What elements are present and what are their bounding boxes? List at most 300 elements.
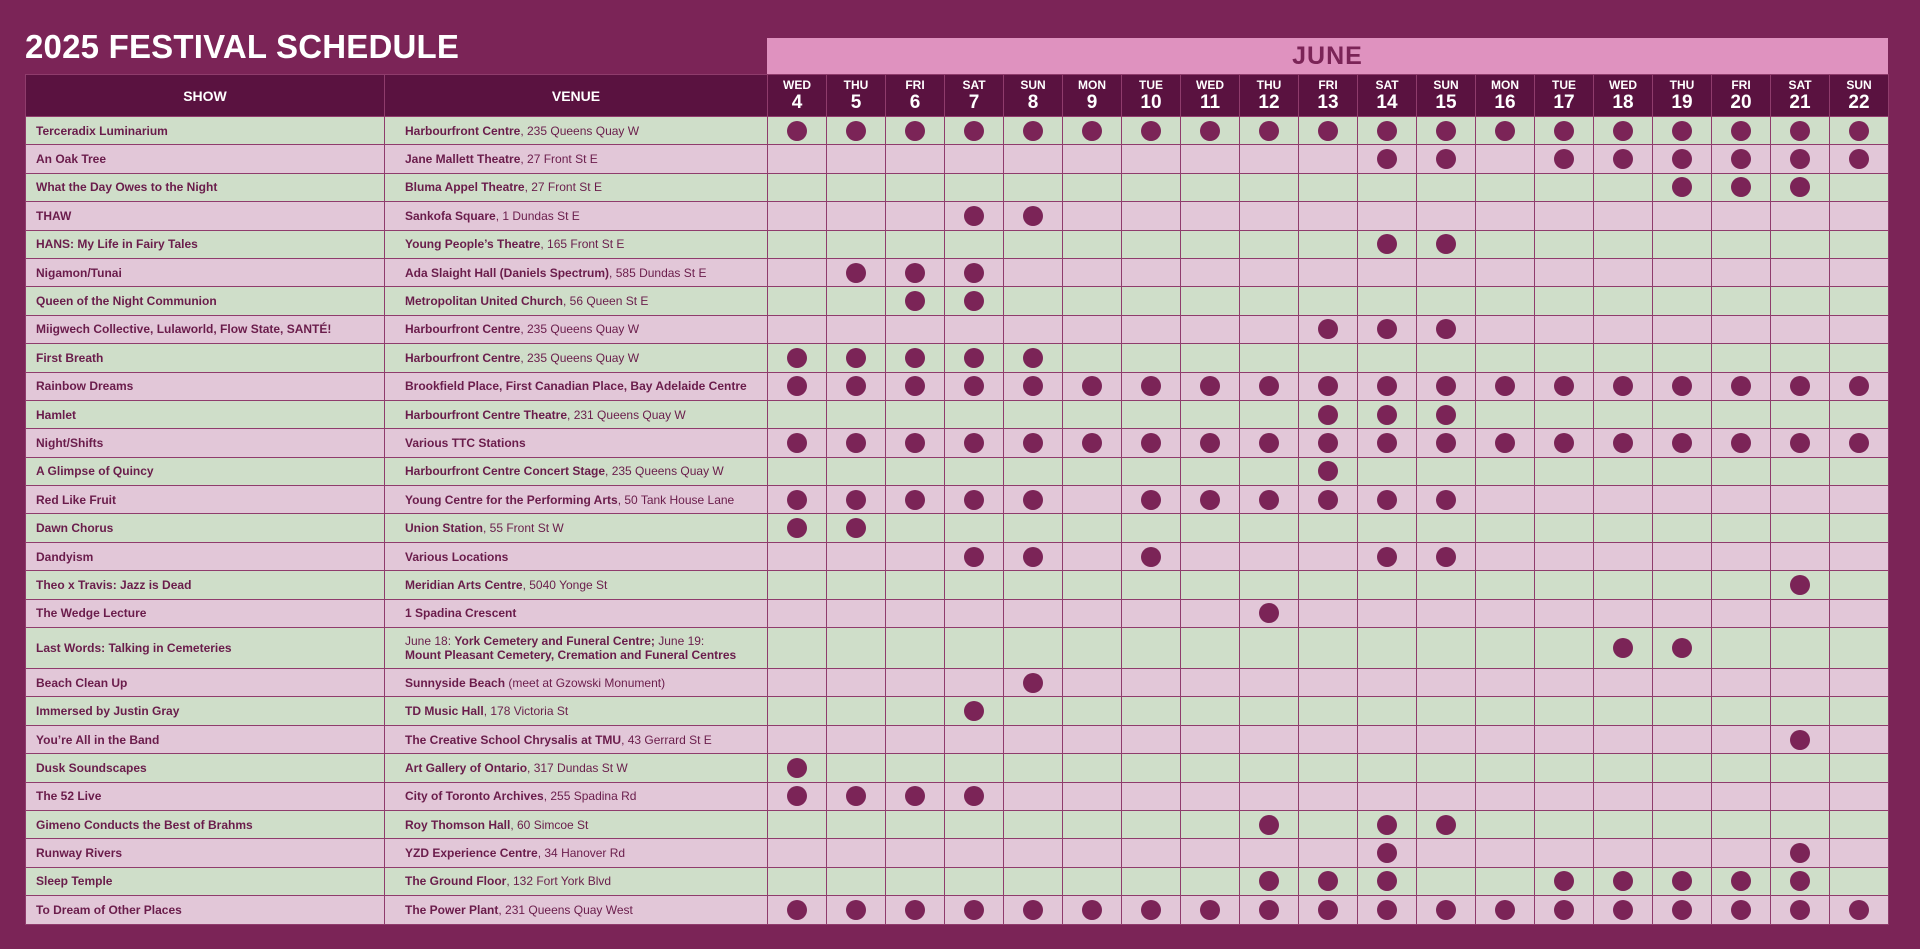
show-name: What the Day Owes to the Night	[26, 173, 385, 201]
performance-dot	[905, 348, 925, 368]
day-cell	[1653, 145, 1712, 173]
show-name: Terceradix Luminarium	[26, 117, 385, 145]
table-row	[26, 173, 1889, 201]
performance-dot	[1613, 121, 1633, 141]
day-cell	[886, 230, 945, 258]
performance-dot	[1141, 433, 1161, 453]
day-header-20	[1712, 75, 1771, 117]
table-row	[26, 896, 1889, 924]
performance-dot	[1318, 405, 1338, 425]
day-cell	[1240, 372, 1299, 400]
performance-dot	[1082, 433, 1102, 453]
day-cell	[1476, 839, 1535, 867]
day-cell	[1004, 117, 1063, 145]
venue-name: Various TTC Stations	[405, 435, 526, 450]
day-cell	[945, 782, 1004, 810]
day-cell	[1240, 697, 1299, 725]
day-cell	[1299, 839, 1358, 867]
day-cell	[1240, 628, 1299, 669]
performance-dot	[964, 376, 984, 396]
day-cell	[945, 287, 1004, 315]
venue-name: Harbourfront Centre Theatre	[405, 407, 568, 422]
day-cell	[1063, 372, 1122, 400]
day-cell	[1240, 457, 1299, 485]
performance-dot	[1672, 376, 1692, 396]
day-cell	[1004, 202, 1063, 230]
venue-cell	[385, 173, 768, 201]
day-cell	[945, 145, 1004, 173]
performance-dot	[905, 376, 925, 396]
day-cell	[1122, 400, 1181, 428]
day-cell	[1063, 429, 1122, 457]
day-cell	[1712, 344, 1771, 372]
day-cell	[1299, 628, 1358, 669]
day-cell	[1181, 230, 1240, 258]
venue-detail: , 60 Simcoe St	[510, 817, 589, 832]
day-cell	[1299, 486, 1358, 514]
table-row	[26, 725, 1889, 753]
day-cell	[886, 669, 945, 697]
day-cell	[1830, 344, 1889, 372]
performance-dot	[1377, 815, 1397, 835]
day-cell	[1240, 782, 1299, 810]
day-cell	[768, 514, 827, 542]
performance-dot	[1318, 376, 1338, 396]
day-cell	[886, 173, 945, 201]
day-cell	[1063, 315, 1122, 343]
performance-dot	[1790, 900, 1810, 920]
performance-dot	[1731, 376, 1751, 396]
day-cell	[1535, 202, 1594, 230]
day-cell	[827, 117, 886, 145]
performance-dot	[846, 348, 866, 368]
day-cell	[1122, 896, 1181, 924]
day-cell	[1830, 810, 1889, 838]
day-cell	[1830, 457, 1889, 485]
day-cell	[1712, 514, 1771, 542]
performance-dot	[964, 291, 984, 311]
day-cell	[1535, 514, 1594, 542]
day-cell	[1535, 287, 1594, 315]
venue-cell	[385, 542, 768, 570]
day-cell	[1122, 344, 1181, 372]
day-cell	[945, 697, 1004, 725]
performance-dot	[1141, 490, 1161, 510]
day-cell	[1771, 628, 1830, 669]
day-cell	[1830, 867, 1889, 895]
day-cell	[1535, 754, 1594, 782]
day-cell	[1240, 117, 1299, 145]
performance-dot	[1436, 405, 1456, 425]
day-weekday: WED	[783, 77, 811, 92]
day-cell	[1063, 486, 1122, 514]
day-cell	[1122, 429, 1181, 457]
venue-detail: , 34 Hanover Rd	[537, 846, 626, 861]
page-title: 2025 FESTIVAL SCHEDULE	[25, 28, 460, 65]
day-cell	[1476, 599, 1535, 627]
day-cell	[827, 839, 886, 867]
day-cell	[1063, 400, 1122, 428]
performance-dot	[846, 786, 866, 806]
day-cell	[945, 202, 1004, 230]
performance-dot	[1613, 871, 1633, 891]
venue-cell	[385, 782, 768, 810]
venue-name: TD Music Hall	[405, 704, 484, 719]
performance-dot	[1023, 900, 1043, 920]
day-cell	[1181, 486, 1240, 514]
day-number: 14	[1376, 91, 1398, 113]
performance-dot	[964, 348, 984, 368]
day-cell	[1240, 542, 1299, 570]
day-cell	[1535, 697, 1594, 725]
day-number: 16	[1494, 91, 1516, 113]
day-cell	[886, 486, 945, 514]
day-cell	[1476, 258, 1535, 286]
day-number: 13	[1317, 91, 1339, 113]
performance-dot	[1141, 900, 1161, 920]
table-row	[26, 202, 1889, 230]
day-cell	[1771, 486, 1830, 514]
performance-dot	[1377, 405, 1397, 425]
venue-detail: June 19:	[654, 634, 705, 649]
day-header-5	[827, 75, 886, 117]
day-cell	[1122, 230, 1181, 258]
day-cell	[1712, 258, 1771, 286]
day-cell	[1653, 117, 1712, 145]
performance-dot	[1436, 815, 1456, 835]
performance-dot	[787, 348, 807, 368]
venue-name: Sankofa Square	[405, 208, 496, 223]
day-cell	[1181, 839, 1240, 867]
day-cell	[1830, 725, 1889, 753]
venue-name: Sunnyside Beach	[405, 675, 506, 690]
day-cell	[945, 344, 1004, 372]
performance-dot	[1318, 871, 1338, 891]
venue-cell	[385, 145, 768, 173]
show-name: Sleep Temple	[26, 867, 385, 895]
show-name: Night/Shifts	[26, 429, 385, 457]
day-cell	[768, 457, 827, 485]
day-cell	[886, 258, 945, 286]
day-cell	[1653, 344, 1712, 372]
day-number: 17	[1553, 91, 1575, 113]
day-cell	[1417, 839, 1476, 867]
day-cell	[1122, 287, 1181, 315]
day-cell	[1417, 571, 1476, 599]
day-cell	[827, 287, 886, 315]
day-weekday: SUN	[1433, 77, 1459, 92]
day-cell	[1535, 839, 1594, 867]
day-cell	[886, 429, 945, 457]
venue-detail: , 56 Queen St E	[563, 294, 649, 309]
day-cell	[1240, 202, 1299, 230]
day-cell	[1417, 173, 1476, 201]
day-cell	[1535, 628, 1594, 669]
performance-dot	[1023, 348, 1043, 368]
day-cell	[827, 571, 886, 599]
day-cell	[1122, 486, 1181, 514]
day-cell	[1063, 810, 1122, 838]
day-cell	[1181, 429, 1240, 457]
day-cell	[1712, 457, 1771, 485]
day-cell	[945, 754, 1004, 782]
day-cell	[1653, 173, 1712, 201]
day-cell	[1063, 782, 1122, 810]
day-cell	[1063, 230, 1122, 258]
day-cell	[1004, 599, 1063, 627]
performance-dot	[1141, 376, 1161, 396]
venue-detail: , 317 Dundas St W	[527, 760, 628, 775]
day-number: 10	[1140, 91, 1162, 113]
day-cell	[1181, 599, 1240, 627]
day-cell	[1653, 400, 1712, 428]
performance-dot	[1790, 177, 1810, 197]
day-cell	[1122, 372, 1181, 400]
venue-cell	[385, 725, 768, 753]
day-cell	[1535, 400, 1594, 428]
day-cell	[1830, 697, 1889, 725]
day-cell	[1299, 400, 1358, 428]
day-cell	[1417, 486, 1476, 514]
day-cell	[1299, 117, 1358, 145]
day-cell	[827, 697, 886, 725]
day-cell	[1181, 571, 1240, 599]
day-cell	[1830, 542, 1889, 570]
day-cell	[1122, 867, 1181, 895]
day-cell	[1830, 782, 1889, 810]
show-name: Last Words: Talking in Cemeteries	[26, 628, 385, 669]
venue-detail: , 27 Front St E	[520, 152, 598, 167]
performance-dot	[1259, 603, 1279, 623]
day-cell	[1830, 400, 1889, 428]
performance-dot	[964, 263, 984, 283]
day-cell	[1417, 457, 1476, 485]
day-cell	[1122, 258, 1181, 286]
venue-cell	[385, 258, 768, 286]
venue-detail: , 5040 Yonge St	[522, 577, 608, 592]
performance-dot	[1259, 121, 1279, 141]
day-cell	[1358, 725, 1417, 753]
day-cell	[768, 258, 827, 286]
day-cell	[768, 697, 827, 725]
day-cell	[1299, 725, 1358, 753]
day-cell	[1830, 258, 1889, 286]
performance-dot	[1200, 433, 1220, 453]
performance-dot	[1082, 121, 1102, 141]
venue-detail: , 235 Queens Quay W	[520, 350, 640, 365]
venue-name: Bluma Appel Theatre	[405, 180, 525, 195]
show-name: Dandyism	[26, 542, 385, 570]
day-cell	[1653, 839, 1712, 867]
day-cell	[768, 839, 827, 867]
day-cell	[1063, 599, 1122, 627]
day-cell	[1830, 628, 1889, 669]
table-row	[26, 344, 1889, 372]
table-row	[26, 628, 1889, 669]
day-cell	[886, 628, 945, 669]
day-cell	[1181, 782, 1240, 810]
performance-dot	[1554, 871, 1574, 891]
day-cell	[1358, 400, 1417, 428]
performance-dot	[1554, 900, 1574, 920]
day-cell	[1181, 896, 1240, 924]
day-cell	[1004, 669, 1063, 697]
day-cell	[1476, 725, 1535, 753]
day-number: 7	[968, 91, 980, 113]
day-cell	[1476, 697, 1535, 725]
day-cell	[1476, 429, 1535, 457]
day-header-11	[1181, 75, 1240, 117]
day-cell	[1594, 457, 1653, 485]
day-cell	[1358, 230, 1417, 258]
table-row	[26, 486, 1889, 514]
performance-dot	[1613, 433, 1633, 453]
day-cell	[1653, 258, 1712, 286]
day-cell	[1594, 697, 1653, 725]
day-cell	[1004, 514, 1063, 542]
day-cell	[945, 173, 1004, 201]
month-banner: JUNE	[767, 38, 1888, 74]
performance-dot	[1377, 433, 1397, 453]
day-cell	[1535, 230, 1594, 258]
day-weekday: SAT	[1375, 77, 1399, 92]
day-cell	[1299, 230, 1358, 258]
day-cell	[1358, 896, 1417, 924]
day-cell	[1004, 896, 1063, 924]
day-cell	[1240, 571, 1299, 599]
day-cell	[1358, 287, 1417, 315]
day-cell	[827, 429, 886, 457]
performance-dot	[787, 900, 807, 920]
performance-dot	[1672, 177, 1692, 197]
day-cell	[1063, 571, 1122, 599]
venue-column-header: VENUE	[385, 75, 768, 117]
day-cell	[768, 896, 827, 924]
day-cell	[1771, 514, 1830, 542]
table-row	[26, 372, 1889, 400]
day-cell	[1358, 173, 1417, 201]
day-cell	[1063, 754, 1122, 782]
performance-dot	[1849, 433, 1869, 453]
day-cell	[768, 372, 827, 400]
day-cell	[1240, 669, 1299, 697]
day-cell	[768, 173, 827, 201]
day-cell	[1063, 145, 1122, 173]
day-header-12	[1240, 75, 1299, 117]
performance-dot	[1318, 121, 1338, 141]
day-cell	[1181, 669, 1240, 697]
day-cell	[1712, 145, 1771, 173]
day-cell	[768, 867, 827, 895]
day-cell	[1476, 344, 1535, 372]
day-cell	[886, 782, 945, 810]
day-cell	[1240, 486, 1299, 514]
day-cell	[1535, 145, 1594, 173]
day-cell	[1417, 400, 1476, 428]
day-cell	[1476, 782, 1535, 810]
day-cell	[768, 400, 827, 428]
day-header-8	[1004, 75, 1063, 117]
day-cell	[1653, 669, 1712, 697]
venue-name: YZD Experience Centre	[405, 846, 538, 861]
performance-dot	[1849, 376, 1869, 396]
performance-dot	[1495, 376, 1515, 396]
show-name: HANS: My Life in Fairy Tales	[26, 230, 385, 258]
venue-name: Harbourfront Centre	[405, 123, 521, 138]
day-cell	[1476, 230, 1535, 258]
day-header-18	[1594, 75, 1653, 117]
day-cell	[768, 429, 827, 457]
day-cell	[1122, 782, 1181, 810]
day-cell	[1004, 429, 1063, 457]
show-column-header: SHOW	[26, 75, 385, 117]
performance-dot	[1731, 177, 1751, 197]
day-cell	[768, 599, 827, 627]
venue-name: Brookfield Place, First Canadian Place, Bay Adelaide Centre	[405, 379, 747, 394]
day-cell	[1004, 782, 1063, 810]
venue-cell	[385, 628, 768, 669]
performance-dot	[964, 786, 984, 806]
day-number: 4	[791, 91, 803, 113]
day-cell	[1122, 457, 1181, 485]
day-number: 9	[1086, 91, 1098, 113]
venue-cell	[385, 697, 768, 725]
day-number: 8	[1027, 91, 1039, 113]
day-cell	[1830, 839, 1889, 867]
day-cell	[1299, 287, 1358, 315]
day-cell	[1358, 697, 1417, 725]
day-cell	[1358, 145, 1417, 173]
day-cell	[1535, 372, 1594, 400]
performance-dot	[1082, 376, 1102, 396]
day-cell	[945, 896, 1004, 924]
performance-dot	[1849, 149, 1869, 169]
day-cell	[1004, 725, 1063, 753]
venue-detail: , 132 Fort York Blvd	[506, 874, 612, 889]
performance-dot	[1790, 121, 1810, 141]
day-cell	[1004, 258, 1063, 286]
performance-dot	[1023, 673, 1043, 693]
day-cell	[1299, 258, 1358, 286]
performance-dot	[1731, 871, 1751, 891]
day-cell	[1004, 400, 1063, 428]
day-number: 6	[909, 91, 921, 113]
venue-detail: , 231 Queens Quay West	[498, 902, 633, 917]
day-cell	[1712, 287, 1771, 315]
day-cell	[1122, 599, 1181, 627]
venue-detail: , 235 Queens Quay W	[520, 322, 640, 337]
day-cell	[945, 117, 1004, 145]
day-weekday: SUN	[1020, 77, 1046, 92]
table-row	[26, 315, 1889, 343]
day-cell	[1417, 754, 1476, 782]
day-cell	[768, 486, 827, 514]
performance-dot	[1790, 376, 1810, 396]
day-cell	[1358, 429, 1417, 457]
day-cell	[1535, 457, 1594, 485]
day-cell	[827, 315, 886, 343]
day-header-13	[1299, 75, 1358, 117]
day-cell	[1712, 810, 1771, 838]
performance-dot	[1259, 871, 1279, 891]
day-cell	[1830, 202, 1889, 230]
table-row	[26, 810, 1889, 838]
day-cell	[1594, 542, 1653, 570]
performance-dot	[787, 518, 807, 538]
performance-dot	[846, 518, 866, 538]
venue-cell	[385, 457, 768, 485]
day-cell	[886, 542, 945, 570]
